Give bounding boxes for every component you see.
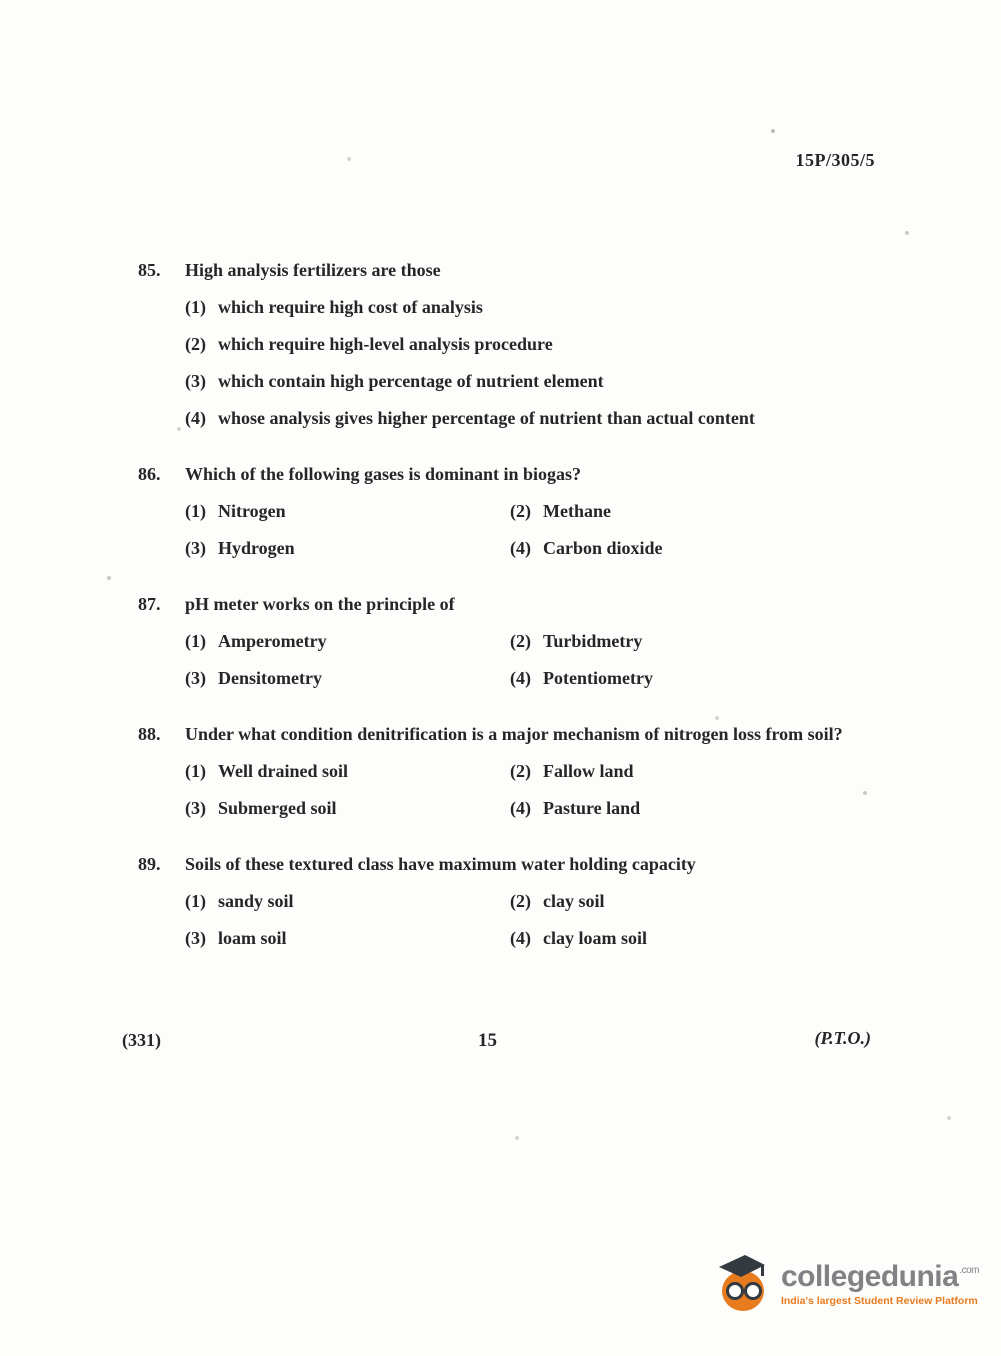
option-label: (3) [185, 928, 206, 948]
option-label: (1) [185, 631, 206, 651]
brand-name: collegedunia [780, 1260, 959, 1293]
option-text: Densitometry [218, 668, 322, 688]
option-text: which require high-level analysis procedure [218, 334, 553, 354]
option-text: Well drained soil [218, 761, 349, 781]
question-number: 88. [138, 724, 161, 744]
options-list [185, 876, 880, 950]
option [185, 406, 880, 430]
option-label: (1) [185, 501, 206, 521]
option-label: (2) [185, 334, 206, 354]
option-label: (3) [185, 798, 206, 818]
option-text: which contain high percentage of nutrient element [218, 371, 604, 391]
option-label: (4) [510, 798, 531, 818]
option-label: (4) [185, 408, 206, 428]
option-label: (2) [510, 761, 531, 781]
question-text: Which of the following gases is dominant in biogas? [185, 464, 582, 484]
option [185, 666, 510, 690]
question-text: Under what condition denitrification is a major mechanism of nitrogen loss from soil? [185, 724, 843, 744]
option [185, 499, 510, 523]
question-88 [138, 722, 880, 820]
option-text: loam soil [218, 928, 287, 948]
option-label: (1) [185, 297, 206, 317]
option-label: (2) [510, 891, 531, 911]
options-list [185, 486, 880, 560]
question-text: Soils of these textured class have maximum water holding capacity [185, 854, 696, 874]
option-text: Submerged soil [218, 798, 337, 818]
options-list [185, 616, 880, 690]
brand-suffix: .com [959, 1265, 979, 1276]
option-label: (4) [510, 538, 531, 558]
question-number: 85. [138, 260, 161, 280]
option-text: clay soil [543, 891, 605, 911]
question-86 [138, 462, 880, 560]
option [510, 889, 880, 913]
option-label: (1) [185, 891, 206, 911]
option-label: (4) [510, 928, 531, 948]
booklet-code: (331) [122, 1030, 161, 1050]
paper-code: 15P/305/5 [795, 150, 875, 170]
question-number: 87. [138, 594, 161, 614]
option-text: Carbon dioxide [543, 538, 663, 558]
option-label: (4) [510, 668, 531, 688]
collegedunia-logo [715, 1251, 979, 1318]
option [185, 629, 510, 653]
option [510, 499, 880, 523]
brand-tagline: India's largest Student Review Platform [780, 1295, 978, 1307]
question-text: pH meter works on the principle of [185, 594, 455, 614]
option-text: Fallow land [543, 761, 634, 781]
question-85 [138, 258, 880, 430]
question-text: High analysis fertilizers are those [185, 260, 441, 280]
option [185, 536, 510, 560]
option [510, 536, 880, 560]
options-list [185, 282, 880, 430]
option [185, 759, 510, 783]
option-label: (3) [185, 371, 206, 391]
option [185, 889, 510, 913]
option [185, 796, 510, 820]
question-number: 89. [138, 854, 161, 874]
questions-section [138, 258, 880, 982]
option-text: Methane [543, 501, 611, 521]
option-text: Nitrogen [218, 501, 286, 521]
option-label: (3) [185, 668, 206, 688]
option-text: sandy soil [218, 891, 294, 911]
option [510, 759, 880, 783]
option-text: clay loam soil [543, 928, 647, 948]
option [185, 926, 510, 950]
option-text: Hydrogen [218, 538, 295, 558]
option-text: Turbidmetry [543, 631, 643, 651]
option-label: (2) [510, 631, 531, 651]
option-text: Amperometry [218, 631, 327, 651]
graduate-mascot-icon [715, 1251, 771, 1318]
option-text: which require high cost of analysis [218, 297, 483, 317]
option-label: (2) [510, 501, 531, 521]
option-label: (3) [185, 538, 206, 558]
page-number: 15 [478, 1030, 497, 1051]
option-text: whose analysis gives higher percentage of nutrient than actual content [218, 408, 755, 428]
option-text: Pasture land [543, 798, 641, 818]
option [510, 926, 880, 950]
question-number: 86. [138, 464, 161, 484]
question-87 [138, 592, 880, 690]
option-text: Potentiometry [543, 668, 653, 688]
option [185, 295, 880, 319]
option [185, 369, 880, 393]
scan-artifacts [0, 0, 2, 2]
option-label: (1) [185, 761, 206, 781]
question-89 [138, 852, 880, 950]
option [185, 332, 880, 356]
option [510, 666, 880, 690]
options-list [185, 746, 880, 820]
option [510, 796, 880, 820]
option [510, 629, 880, 653]
pto-note: (P.T.O.) [814, 1028, 871, 1048]
